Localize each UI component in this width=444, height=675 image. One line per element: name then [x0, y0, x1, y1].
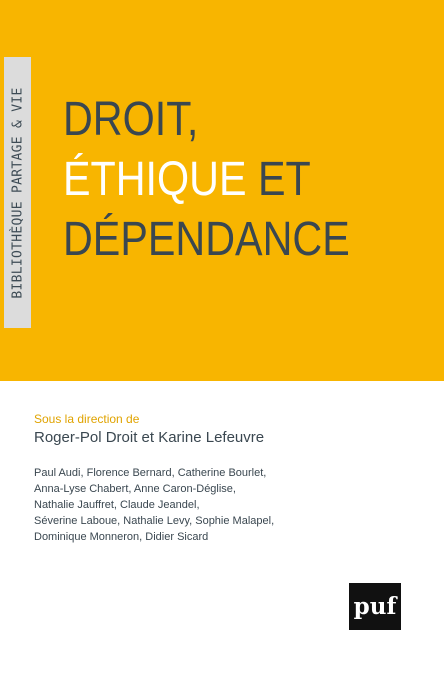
book-title	[63, 90, 350, 270]
title-line-2	[63, 150, 350, 210]
contributor-line: Dominique Monneron, Didier Sicard	[34, 531, 209, 543]
title-line-2-suffix: ET	[246, 153, 311, 206]
title-line-1: DROIT,	[63, 93, 199, 146]
collection-name: BIBLIOTHÈQUE PARTAGE & VIE	[10, 86, 25, 299]
contributor-line: Nathalie Jauffret, Claude Jeandel,	[34, 499, 200, 511]
publisher-logo	[349, 583, 401, 630]
collection-label	[4, 57, 31, 328]
title-line-3: DÉPENDANCE	[63, 213, 350, 266]
direction-label: Sous la direction de	[34, 412, 140, 426]
editors: Roger-Pol Droit et Karine Lefeuvre	[34, 429, 265, 446]
contributors-list	[34, 465, 274, 545]
title-highlight-word: ÉTHIQUE	[63, 153, 247, 206]
publisher-logo-text: puf	[353, 593, 397, 620]
contributor-line: Anna-Lyse Chabert, Anne Caron-Déglise,	[34, 483, 236, 495]
contributor-line: Paul Audi, Florence Bernard, Catherine Bourlet,	[34, 467, 267, 479]
contributor-line: Séverine Laboue, Nathalie Levy, Sophie Malapel,	[34, 515, 275, 527]
